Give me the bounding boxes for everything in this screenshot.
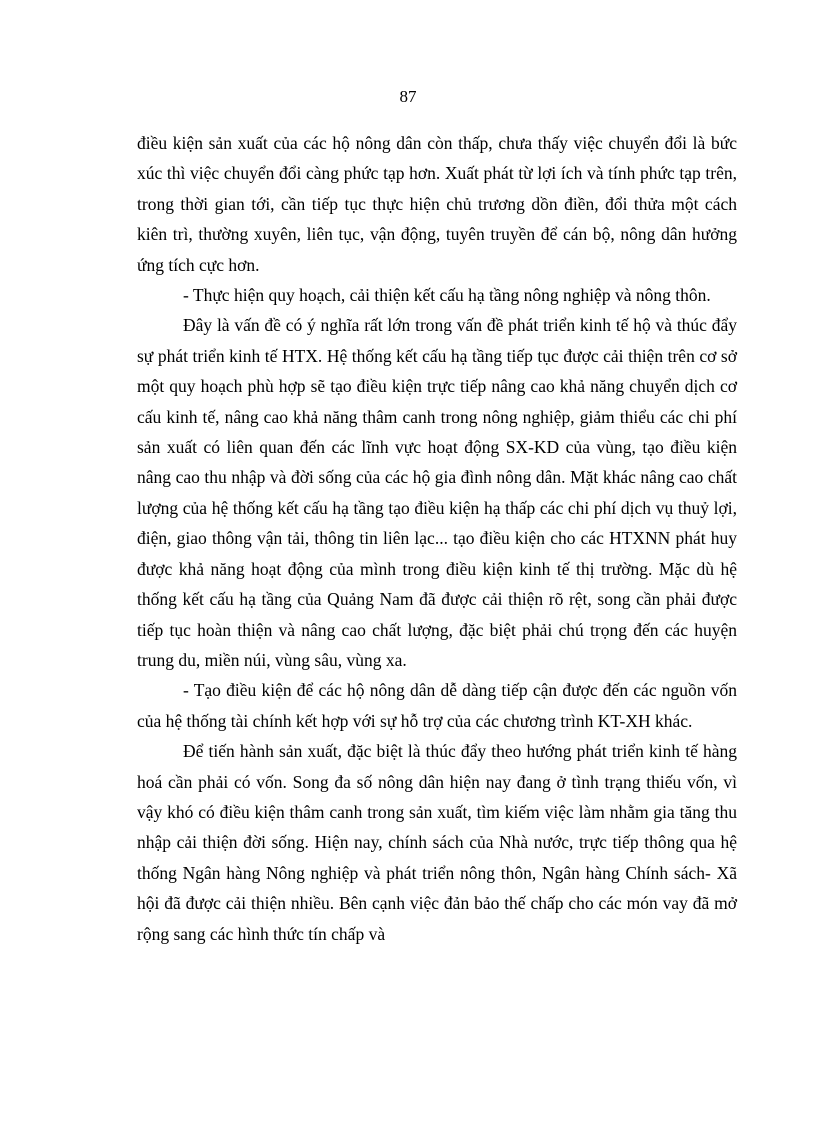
paragraph-continuation: điều kiện sản xuất của các hộ nông dân còn thấp, chưa thấy việc chuyển đổi là bức xúc thì việc chuyển đổi càng phức tạp hơn. Xuất phát từ lợi ích và tính phức tạp trên, trong thời gian tới, cần tiếp tục thực hiện chủ trương dồn điền, đổi thửa một cách kiên trì, thường xuyên, liên tục, vận động, tuyên truyền để cán bộ, nông dân hưởng ứng tích cực hơn.	[137, 133, 737, 275]
page-number: 87	[399, 87, 417, 106]
paragraph-infrastructure: Đây là vấn đề có ý nghĩa rất lớn trong vấn đề phát triển kinh tế hộ và thúc đẩy sự phát triển kinh tế HTX. Hệ thống kết cấu hạ tầng tiếp tục được cải thiện trên cơ sở một quy hoạch phù hợp sẽ tạo điều kiện trực tiếp nâng cao khả năng chuyển dịch cơ cấu kinh tế, nâng cao khả năng thâm canh trong nông nghiệp, giảm thiểu các chi phí sản xuất có liên quan đến các lĩnh vực hoạt động SX-KD của vùng, tạo điều kiện nâng cao thu nhập và đời sống của các hộ gia đình nông dân. Mặt khác nâng cao chất lượng của hệ thống kết cấu hạ tầng tạo điều kiện hạ thấp các chi phí dịch vụ thuỷ lợi, điện, giao thông vận tải, thông tin liên lạc... tạo điều kiện cho các HTXNN phát huy được khả năng hoạt động của mình trong điều kiện kinh tế thị trường. Mặc dù hệ thống kết cấu hạ tầng của Quảng Nam đã được cải thiện rõ rệt, song cần phải được tiếp tục hoàn thiện và nâng cao chất lượng, đặc biệt phải chú trọng đến các huyện trung du, miền núi, vùng sâu, vùng xa.	[137, 315, 737, 670]
paragraph-bullet-capital-access: - Tạo điều kiện để các hộ nông dân dễ dàng tiếp cận được đến các nguồn vốn của hệ thống tài chính kết hợp với sự hỗ trợ của các chương trình KT-XH khác.	[137, 680, 737, 731]
body-text	[137, 128, 737, 949]
paragraph-bullet-infrastructure: - Thực hiện quy hoạch, cải thiện kết cấu hạ tầng nông nghiệp và nông thôn.	[183, 285, 711, 306]
paragraph-capital: Để tiến hành sản xuất, đặc biệt là thúc đẩy theo hướng phát triển kinh tế hàng hoá cần phải có vốn. Song đa số nông dân hiện nay đang ở tình trạng thiếu vốn, vì vậy khó có điều kiện thâm canh trong sản xuất, tìm kiếm việc làm nhằm gia tăng thu nhập cải thiện đời sống. Hiện nay, chính sách của Nhà nước, trực tiếp thông qua hệ thống Ngân hàng Nông nghiệp và phát triển nông thôn, Ngân hàng Chính sách- Xã hội đã được cải thiện nhiều. Bên cạnh việc đản bảo thế chấp cho các món vay đã mở rộng sang các hình thức tín chấp và	[137, 741, 737, 944]
